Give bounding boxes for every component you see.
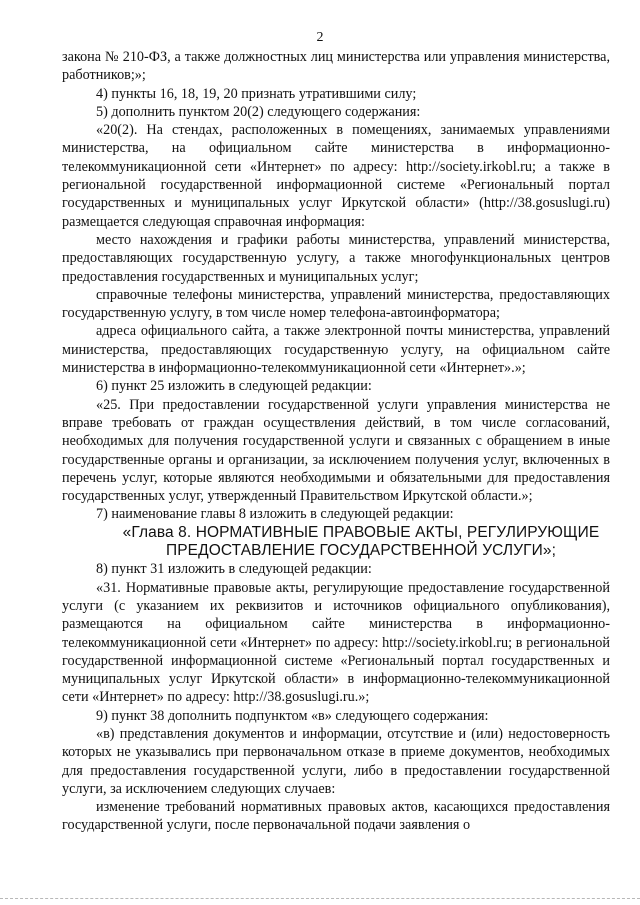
page-bottom-edge	[0, 898, 640, 899]
paragraph-4: «20(2). На стендах, расположенных в помещениях, занимаемых управлениями министерства, на официальном сайте министерства в информационно-телекоммуникационной сети «Интернет» по адресу: http://society.irkobl.ru; а также в региональной государственной информационной системе «Региональный портал государственных и муниципальных услуг Иркутской области» (http://38.gosuslugi.ru) размещается следующая справочная информация:	[62, 122, 610, 230]
paragraph-5: место нахождения и графики работы министерства, управлений министерства, предоставляющих государственную услугу, а также многофункциональных центров предоставления государственных и муниципальных услуг;	[62, 231, 610, 285]
paragraph-3: 5) дополнить пунктом 20(2) следующего содержания:	[96, 103, 421, 120]
paragraph-6: справочные телефоны министерства, управлений министерства, предоставляющих государственную услугу, в том числе номер телефона-автоинформатора;	[62, 286, 610, 322]
paragraph-8: 6) пункт 25 изложить в следующей редакции:	[96, 378, 372, 395]
paragraph-7: адреса официального сайта, а также электронной почты министерства, управлений министерства, предоставляющих государственную услугу, на официальном сайте министерства в информационно-телекоммуникационной сети «Интернет».»;	[62, 323, 610, 377]
paragraph-15: изменение требований нормативных правовых актов, касающихся предоставления государственной услуги, после первоначальной подачи заявления о	[62, 799, 610, 834]
paragraph-10: 7) наименование главы 8 изложить в следующей редакции:	[96, 506, 454, 523]
paragraph-14: «в) представления документов и информации, отсутствие и (или) недостоверность которых не указывались при первоначальном отказе в приеме документов, необходимых для предоставления государственной услуги, либо в предоставлении государственной услуги, за исключением следующих случаев:	[62, 725, 610, 797]
paragraph-9: «25. При предоставлении государственной услуги управления министерства не вправе требовать от граждан осуществления действий, в том числе согласований, необходимых для получения государственной услуги и связанных с обращением в иные государственные органы и организации, за исключением получения услуг, включенных в перечень услуг, которые являются необходимыми и обязательными для предоставления государственных услуг, утвержденный Правительством Иркутской области.»;	[62, 396, 610, 505]
document-body	[62, 48, 610, 835]
paragraph-11: 8) пункт 31 изложить в следующей редакции:	[96, 561, 372, 578]
paragraph-1: закона № 210-ФЗ, а также должностных лиц министерства или управления министерства, работников;»;	[62, 49, 610, 84]
paragraph-12: «31. Нормативные правовые акты, регулирующие предоставление государственной услуги (с указанием их реквизитов и источников официального опубликования), размещаются на официальном сайте министерства в информационно-телекоммуникационной сети «Интернет» по адресу: http://society.irkobl.ru; в региональной государственной информационной системе «Региональный портал государственных и муниципальных услуг Иркутской области» в информационно-телекоммуникационной сети «Интернет» по адресу: http://38.gosuslugi.ru.»;	[62, 579, 610, 706]
paragraph-13: 9) пункт 38 дополнить подпунктом «в» следующего содержания:	[96, 707, 489, 724]
page-number: 2	[316, 30, 324, 45]
paragraph-2: 4) пункты 16, 18, 19, 20 признать утратившими силу;	[96, 85, 417, 102]
chapter-heading: «Глава 8. НОРМАТИВНЫЕ ПРАВОВЫЕ АКТЫ, РЕГУЛИРУЮЩИЕ ПРЕДОСТАВЛЕНИЕ ГОСУДАРСТВЕННОЙ УСЛУГИ»;	[122, 523, 600, 560]
